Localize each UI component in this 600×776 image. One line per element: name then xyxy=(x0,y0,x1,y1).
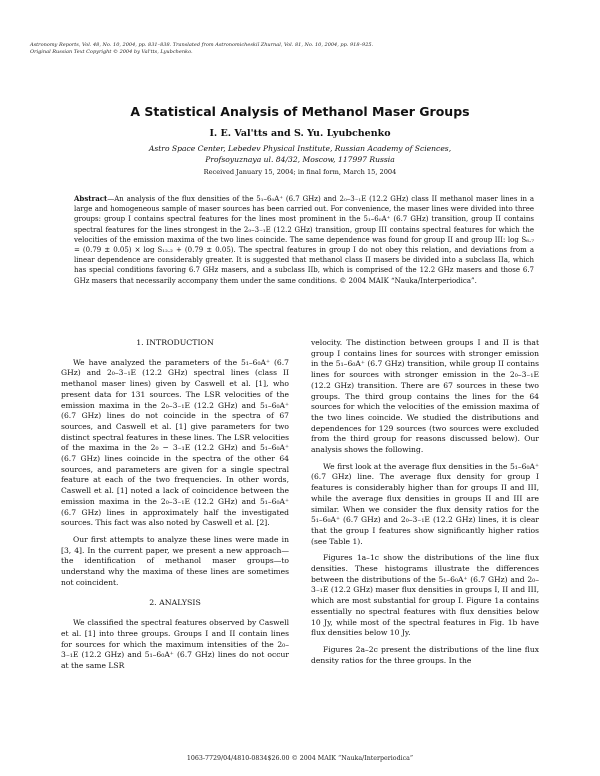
received-dates: Received January 15, 2004; in final form, March 15, 2004 xyxy=(203,168,397,176)
section-heading-introduction: 1. INTRODUCTION xyxy=(136,338,214,347)
affiliation-line-1: Astro Space Center, Lebedev Physical Institute, Russian Academy of Sciences, xyxy=(148,144,452,153)
affiliation xyxy=(0,143,600,165)
journal-line-2: Original Russian Text Copyright © 2004 by Val'tts, Lyubchenko. xyxy=(30,49,193,55)
paper-title: A Statistical Analysis of Methanol Maser Groups xyxy=(130,104,470,119)
intro-paragraph-1: We have analyzed the parameters of the 5₁–6₀A⁺ (6.7 GHz) and 2₀–3₋₁E (12.2 GHz) spectral lines (class II methanol maser lines) given by Caswell et al. [1], who present data for 131 sources. The LSR velocities of the emission maxima in the 2₀–3₋₁E (12.2 GHz) and 5₁–6₀A⁺ (6.7 GHz) lines do not coincide in the spectra of 67 sources, and Caswell et al. [1] give parameters for two distinct spectral features in these lines. The LSR velocities of the maxima in the 2₀ − 3₋₁E (12.2 GHz) and 5₁–6₀A⁺ (6.7 GHz) lines coincide in the spectra of the other 64 sources, and parameters are given for a single spectral feature at each of the two frequencies. In other words, Caswell et al. [1] noted a lack of coincidence between the emission maxima in the 2₀–3₋₁E (12.2 GHz) and 5₁–6₀A⁺ (6.7 GHz) lines in approximately half the investigated sources. This fact was also noted by Caswell et al. [2]. xyxy=(61,357,289,528)
analysis-paragraph-continued: velocity. The distinction between groups I and II is that group I contains lines for sources with stronger emission in the 5₁–6₀A⁺ (6.7 GHz) transition, while group II contains lines for sources with stronger emission in the 2₀–3₋₁E (12.2 GHz) transition. There are 67 sources in these two groups. The third group contains the lines for the 64 sources for which the velocities of the emission maxima of the two lines coincide. We studied the distributions and dependences for 129 sources (two sources were excluded from the third group for reasons discussed below). Our analysis shows the following. xyxy=(311,338,539,455)
journal-line-1: Astronomy Reports, Vol. 48, No. 10, 2004, pp. 831–838. Translated from Astronomicheskiĭ Zhurnal, Vol. 81, No. 10, 2004, pp. 918–925. xyxy=(30,42,374,48)
intro-paragraph-2: Our first attempts to analyze these lines were made in [3, 4]. In the current paper, we present a new approach—the identification of methanol maser groups—to understand why the maxima of these lines are sometimes not coincident. xyxy=(61,534,289,587)
paper-authors: I. E. Val'tts and S. Yu. Lyubchenko xyxy=(209,128,391,139)
abstract-text: —An analysis of the flux densities of the 5₁–6₀A⁺ (6.7 GHz) and 2₀–3₋₁E (12.2 GHz) class II methanol maser lines in a large and homogeneous sample of maser sources has been carried out. For convenience, the maser lines were divided into three groups: group I contains spectral features for the lines most prominent in the 5₁–6₀A⁺ (6.7 GHz) transition, group II contains spectral features for the lines strongest in the 2₀–3₋₁E (12.2 GHz) transition, group III contains spectral features for which the velocities of the emission maxima of the two lines coincide. The same dependence was found for group II and group III: log S₆.₇ = (0.79 ± 0.05) × log S₁₂.₂ + (0.79 ± 0.05). The spectral features in group I do not obey this relation, and deviations from a linear dependence are considerably greater. It is suggested that methanol class II masers be divided into a subclass IIa, which has special conditions favoring 6.7 GHz masers, and a subclass IIb, which is comprised of the 12.2 GHz masers and those 6.7 GHz masers that necessarily accompany them under the same conditions. © 2004 MAIK “Nauka/Interperiodica”. xyxy=(74,195,534,285)
left-column xyxy=(61,338,289,678)
abstract xyxy=(74,194,534,286)
section-heading-analysis: 2. ANALYSIS xyxy=(149,598,201,608)
right-column xyxy=(311,338,539,672)
analysis-paragraph-4: Figures 2a–2c present the distributions of the line flux density ratios for the three groups. In the xyxy=(311,644,539,665)
affiliation-line-2: Profsoyuznaya ul. 84/32, Moscow, 117997 Russia xyxy=(205,155,395,164)
abstract-label: Abstract xyxy=(74,194,108,203)
analysis-paragraph-3: Figures 1a–1c show the distributions of the line flux densities. These histograms illustrate the differences between the distributions of the 5₁–6₀A⁺ (6.7 GHz) and 2₀–3₋₁E (12.2 GHz) maser flux densities in groups I, II and III, which are most substantial for group I. Figure 1a contains essentially no spectral features with flux densities below 10 Jy, while most of the spectral features in Fig. 1b have flux densities below 10 Jy. xyxy=(311,553,539,638)
page-footer: 1063-7729/04/4810-0834$26.00 © 2004 MAIK “Nauka/Interperiodica” xyxy=(186,755,414,762)
analysis-paragraph-1: We classified the spectral features observed by Caswell et al. [1] into three groups. Groups I and II contain lines for sources for which the maximum intensities of the 2₀–3₋₁E (12.2 GHz) and 5₁–6₀A⁺ (6.7 GHz) lines do not occur at the same LSR xyxy=(61,618,289,670)
journal-header xyxy=(30,42,570,56)
analysis-paragraph-2: We first look at the average flux densities in the 5₁–6₀A⁺ (6.7 GHz) line. The average flux density for group I features is considerably higher than for groups II and III, while the average flux densities in groups II and III are similar. When we consider the flux density ratios for the 5₁–6₀A⁺ (6.7 GHz) and 2₀–3₋₁E (12.2 GHz) lines, it is clear that the group I features show significantly higher ratios (see Table 1). xyxy=(311,461,539,546)
